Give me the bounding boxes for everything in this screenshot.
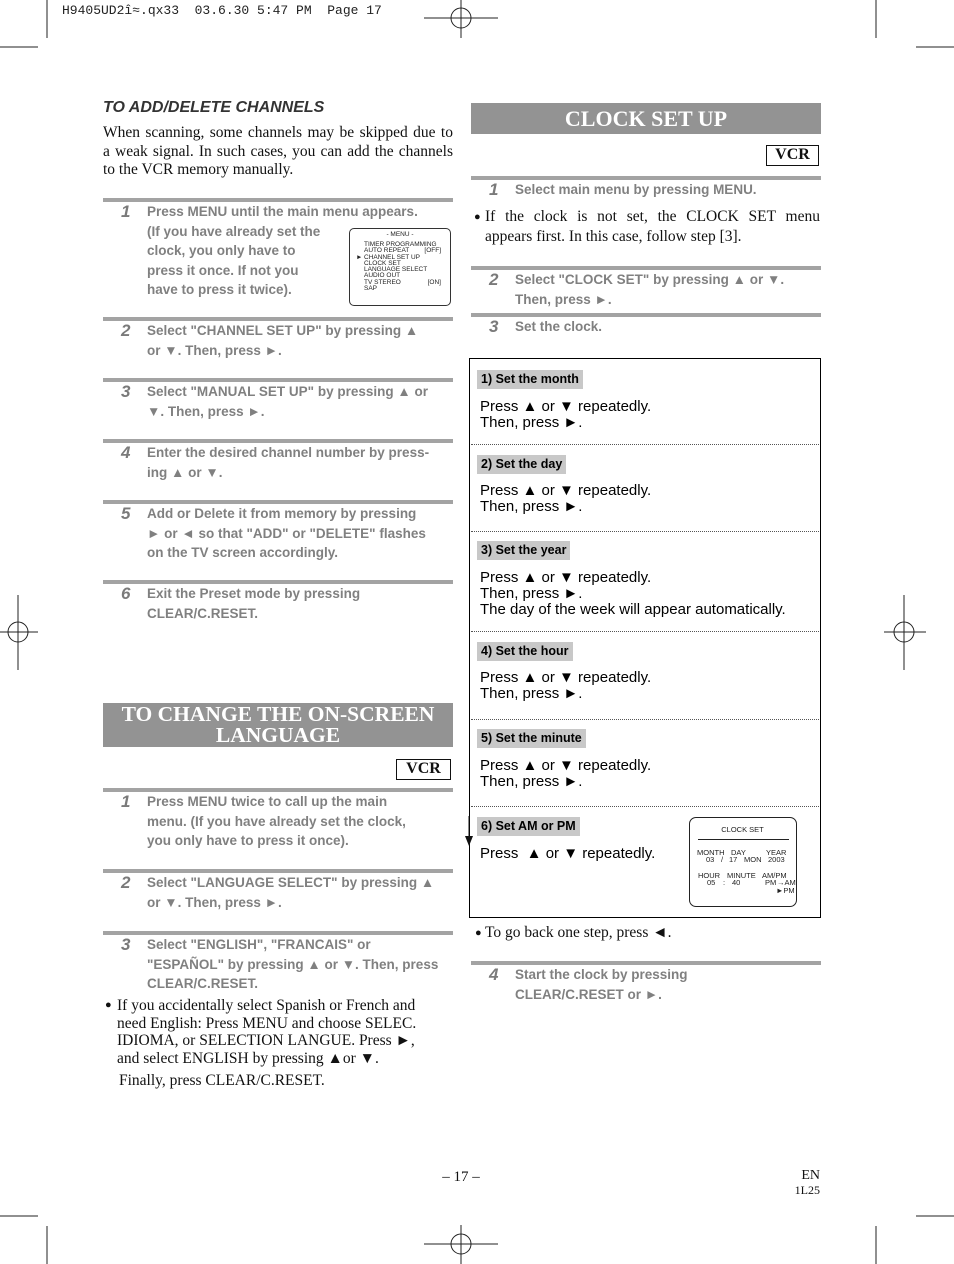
title-line: LANGUAGE — [215, 723, 341, 747]
clock-set-screen-illustration — [689, 817, 797, 907]
print-slug: H9405UD2î≈.qx33 03.6.30 5:47 PM Page 17 — [62, 3, 382, 18]
step-line: ing ▲ or ▼. — [147, 464, 223, 480]
substep-label: 3) Set the year — [477, 541, 570, 560]
substep-text — [480, 670, 651, 702]
menu-item-label: LANGUAGE SELECT — [364, 266, 428, 274]
clock-screen-rule — [698, 839, 789, 840]
substep-line: Press ▲ or ▼ repeatedly. — [480, 482, 652, 499]
step-text — [515, 965, 688, 1004]
substep-line: Then, press ►. — [480, 585, 583, 602]
step-line: ▼. Then, press ►. — [147, 403, 265, 419]
clock-month-value: 03 — [706, 855, 715, 864]
page-number: – 17 – — [442, 1169, 480, 1185]
step-line: "ESPAÑOL" by pressing ▲ or ▼. Then, press — [147, 956, 439, 972]
step-line: CLEAR/C.RESET. — [147, 605, 259, 621]
menu-screen-items — [356, 241, 441, 293]
language-code: EN — [801, 1168, 820, 1183]
step-line: Select "LANGUAGE SELECT" by pressing ▲ — [147, 875, 435, 890]
step-line: you only have to press it once). — [147, 833, 349, 848]
substep-text — [480, 758, 651, 790]
substep-line: Then, press ►. — [480, 498, 583, 515]
step-text — [147, 504, 426, 563]
substep-line: Then, press ►. — [480, 685, 583, 702]
menu-item-label: CLOCK SET — [364, 259, 401, 267]
add-delete-title: TO ADD/DELETE CHANNELS — [103, 99, 325, 116]
language-section-title — [103, 703, 453, 747]
step-number: 1 — [121, 202, 131, 221]
clock-hour-value: 05 — [707, 878, 716, 887]
step-number: 4 — [121, 443, 131, 462]
vcr-badge: VCR — [766, 145, 819, 166]
menu-item-label: TIMER PROGRAMMING — [364, 241, 437, 248]
step-line: CLEAR/C.RESET or ►. — [515, 986, 662, 1002]
substep-text — [480, 846, 655, 862]
clock-header-ampm: AM/PM — [762, 871, 787, 880]
substep-line: Then, press ►. — [480, 414, 583, 431]
step-text — [147, 584, 360, 623]
title-line: TO CHANGE THE ON-SCREEN — [121, 702, 435, 726]
menu-item — [364, 286, 441, 292]
menu-item-label: SAP — [364, 285, 378, 293]
substep-text — [480, 570, 786, 618]
language-note — [117, 997, 416, 1068]
step-number: 2 — [489, 270, 499, 289]
intro-line: a weak signal. In such cases, you can add the channels — [103, 142, 453, 160]
step-line: CLEAR/C.RESET. — [147, 976, 259, 991]
note-line: appears first. In this case, follow step [3]. — [485, 228, 742, 245]
step-number: 1 — [489, 180, 499, 199]
clock-weekday-value: MON — [744, 855, 762, 864]
down-arrow-icon — [464, 816, 475, 848]
clock-minute-value: 40 — [732, 878, 741, 887]
note-line: and select ENGLISH by pressing ▲or ▼. — [117, 1050, 379, 1068]
step-line: Select "CLOCK SET" by pressing ▲ or ▼. — [515, 272, 785, 287]
menu-screen-illustration — [349, 228, 451, 306]
substep-line: The day of the week will appear automatically. — [480, 601, 786, 618]
substep-line: Then, press ►. — [480, 773, 583, 790]
bullet-icon: ● — [105, 999, 112, 1011]
menu-cursor-icon: ► — [356, 253, 363, 261]
step-text — [147, 382, 428, 421]
step-line: Exit the Preset mode by pressing — [147, 586, 361, 601]
menu-item-label: AUDIO OUT — [364, 272, 401, 280]
substep-label: 1) Set the month — [477, 370, 583, 389]
menu-item-value: [ON] — [427, 278, 441, 286]
add-delete-step-4 — [103, 439, 453, 499]
substep-line: Press ▲ or ▼ repeatedly. — [480, 669, 652, 686]
clock-setting-panel — [469, 358, 821, 918]
substep-line: Press ▲ or ▼ repeatedly. — [480, 569, 652, 586]
substep-line: Press ▲ or ▼ repeatedly. — [480, 398, 652, 415]
back-step-note: To go back one step, press ◄. — [485, 924, 672, 941]
add-delete-step-6 — [103, 580, 453, 640]
clock-pm-option: ►PM — [776, 886, 795, 895]
step-line: Press MENU twice to call up the main — [147, 794, 388, 809]
step-line: or ▼. Then, press ►. — [147, 894, 282, 910]
step-number: 2 — [121, 321, 131, 340]
clock-section-title: CLOCK SET UP — [471, 103, 821, 134]
menu-item-label: AUTO REPEAT — [364, 247, 410, 255]
clock-year-value: 2003 — [768, 855, 785, 864]
step-number: 3 — [121, 382, 131, 401]
language-step-1 — [103, 788, 453, 848]
clock-am-option: →AM — [777, 878, 796, 887]
substep-label: 5) Set the minute — [477, 729, 586, 748]
menu-item-label: TV STEREO — [364, 278, 401, 286]
step-line: Select "CHANNEL SET UP" by pressing ▲ — [147, 323, 419, 338]
intro-line: When scanning, some channels may be skipped due to — [103, 124, 453, 141]
clock-date-separator: / — [721, 855, 724, 864]
note-line: If the clock is not set, the CLOCK SET menu — [485, 208, 820, 225]
step-text — [515, 270, 784, 309]
clock-time-separator: : — [723, 878, 726, 887]
clock-step-3 — [471, 313, 821, 343]
step-line: press it once. If not you — [147, 262, 299, 278]
clock-note — [485, 207, 820, 247]
substep-line: Press ▲ or ▼ repeatedly. — [480, 757, 652, 774]
step-number: 2 — [121, 873, 131, 892]
step-line: Enter the desired channel number by press- — [147, 445, 430, 460]
substep-text — [480, 483, 651, 515]
clock-day-value: 17 — [729, 855, 738, 864]
step-line: or ▼. Then, press ►. — [147, 342, 282, 358]
step-number: 5 — [121, 504, 131, 523]
substep-label: 6) Set AM or PM — [477, 817, 580, 836]
language-step-2 — [103, 869, 453, 929]
clock-header-hour: HOUR — [698, 871, 721, 880]
clock-header-month: MONTH — [697, 848, 725, 857]
substep-label: 4) Set the hour — [477, 642, 573, 661]
step-number: 3 — [489, 317, 499, 336]
step-number: 6 — [121, 584, 131, 603]
step-text — [147, 873, 434, 912]
clock-header-year: YEAR — [766, 848, 787, 857]
clock-screen-title: CLOCK SET — [721, 825, 764, 834]
bullet-icon: ● — [474, 211, 481, 223]
clock-ampm-value: PM — [765, 878, 777, 887]
step-line: Add or Delete it from memory by pressing — [147, 506, 417, 521]
menu-item-value: [OFF] — [424, 247, 441, 255]
clock-step-4 — [471, 961, 821, 1021]
note-line: IDIOMA, or SELECTION LANGUE. Press ►, — [117, 1032, 415, 1050]
step-line: have to press it twice). — [147, 282, 292, 297]
substep-label: 2) Set the day — [477, 455, 566, 474]
clock-header-day: DAY — [731, 848, 746, 857]
step-text — [147, 443, 429, 482]
step-number: 1 — [121, 792, 131, 811]
step-line: (If you have already set the — [147, 223, 321, 239]
add-delete-step-3 — [103, 378, 453, 438]
step-line: Set the clock. — [515, 319, 603, 334]
step-text — [147, 321, 418, 360]
add-delete-step-2 — [103, 317, 453, 377]
substep-text — [480, 399, 651, 431]
step-text — [147, 935, 438, 994]
step-number: 3 — [121, 935, 131, 954]
step-line: on the TV screen accordingly. — [147, 545, 339, 560]
step-line: clock, you only have to — [147, 243, 296, 258]
step-line: Select "ENGLISH", "FRANCAIS" or — [147, 937, 371, 952]
vcr-badge: VCR — [396, 759, 451, 780]
intro-line: to the VCR memory manually. — [103, 161, 294, 178]
note-line: need English: Press MENU and choose SELEC. — [117, 1014, 417, 1032]
dotted-divider — [471, 631, 819, 632]
dotted-divider — [471, 531, 819, 532]
clock-header-minute: MINUTE — [727, 871, 756, 880]
language-note-final: Finally, press CLEAR/C.RESET. — [119, 1072, 325, 1089]
step-number: 4 — [489, 965, 499, 984]
step-line: Press MENU until the main menu appears. — [147, 204, 418, 219]
step-line: Select main menu by pressing MENU. — [515, 182, 757, 197]
document-code: 1L25 — [794, 1183, 820, 1197]
step-line: Select "MANUAL SET UP" by pressing ▲ or — [147, 384, 428, 399]
step-line: ► or ◄ so that "ADD" or "DELETE" flashes — [147, 525, 426, 541]
language-step-3 — [103, 931, 453, 991]
bullet-icon: ● — [475, 927, 482, 939]
step-line: menu. (If you have already set the clock, — [147, 813, 406, 829]
dotted-divider — [471, 444, 819, 445]
step-line: Then, press ►. — [515, 291, 612, 307]
menu-screen-title: - MENU - — [386, 231, 414, 238]
dotted-divider — [471, 719, 819, 720]
note-line: If you accidentally select Spanish or French and — [117, 997, 416, 1014]
dotted-divider — [471, 806, 819, 807]
substep-line: Press ▲ or ▼ repeatedly. — [480, 845, 656, 862]
step-text — [147, 792, 406, 851]
step-line: Start the clock by pressing — [515, 967, 688, 982]
step-text — [515, 180, 757, 200]
add-delete-step-5 — [103, 500, 453, 560]
menu-item-label: CHANNEL SET UP — [364, 253, 420, 261]
add-delete-intro — [103, 124, 453, 180]
step-text — [515, 317, 602, 337]
